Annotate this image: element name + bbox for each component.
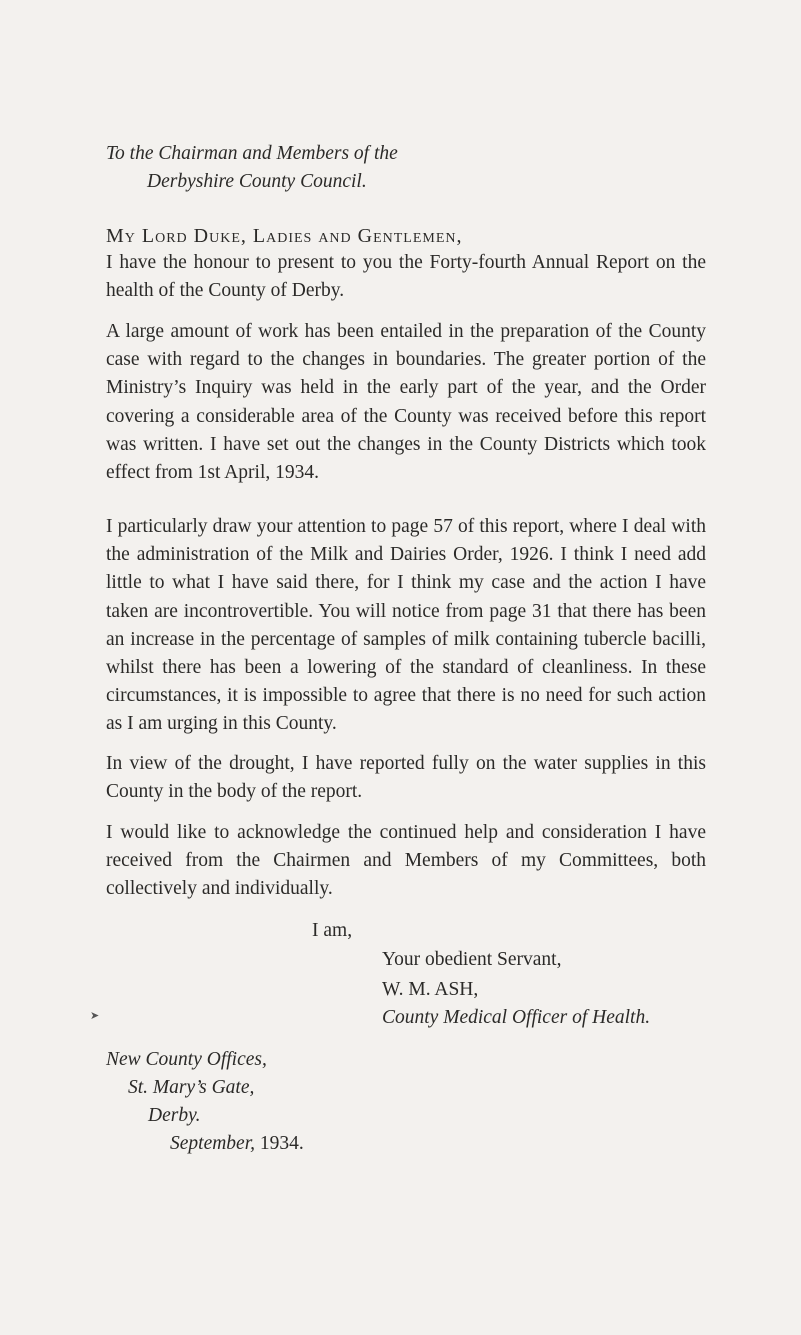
place-date — [170, 1130, 304, 1158]
closing-obedient-servant: Your obedient Servant, — [382, 949, 562, 970]
date-year: 1934. — [259, 1133, 304, 1154]
paragraph-3: I particularly draw your attention to page 57 of this report, where I deal with the administration of the Milk and Dairies Order, 1926. I think I need add little to what I have said there, for I think my case and the action I have taken are incontrovertible. You will notice from page 31 that there has been an increase in the percentage of samples of milk containing tubercle bacilli, whilst there has been a lowering of the standard of cleanliness. In these circumstances, it is impossible to agree that there is no need for such action as I am urging in this County. — [106, 516, 706, 735]
margin-mark-icon: ➤ — [90, 1010, 100, 1022]
date-month: September, — [170, 1133, 256, 1154]
paragraph-5: I would like to acknowledge the continued help and consideration I have received from the Chairmen and Members of my Committees, both collectively and individually. — [106, 822, 706, 900]
salutation: My Lord Duke, Ladies and Gentlemen, — [106, 225, 463, 247]
place-line-1: New County Offices, — [106, 1049, 267, 1070]
paragraph-4: In view of the drought, I have reported fully on the water supplies in this County in the body of the report. — [106, 753, 706, 803]
signatory-title: County Medical Officer of Health. — [382, 1007, 651, 1028]
signatory-name: W. M. ASH, — [382, 979, 479, 1000]
address-line-1: To the Chairman and Members of the — [106, 143, 398, 164]
paragraph-2: A large amount of work has been entailed in the preparation of the County case with regard to the changes in boundaries. The greater portion of the Ministry’s Inquiry was held in the early part of the year, and the Order covering a considerable area of the County was received before this report was written. I have set out the changes in the County Districts which took effect from 1st April, 1934. — [106, 321, 706, 484]
place-line-3: Derby. — [148, 1105, 201, 1126]
paragraph-1: I have the honour to present to you the Forty-fourth Annual Report on the health of the County of Derby. — [106, 252, 706, 302]
place-line-2: St. Mary’s Gate, — [128, 1077, 255, 1098]
address-line-2: Derbyshire County Council. — [147, 171, 367, 192]
closing-i-am: I am, — [312, 920, 353, 941]
